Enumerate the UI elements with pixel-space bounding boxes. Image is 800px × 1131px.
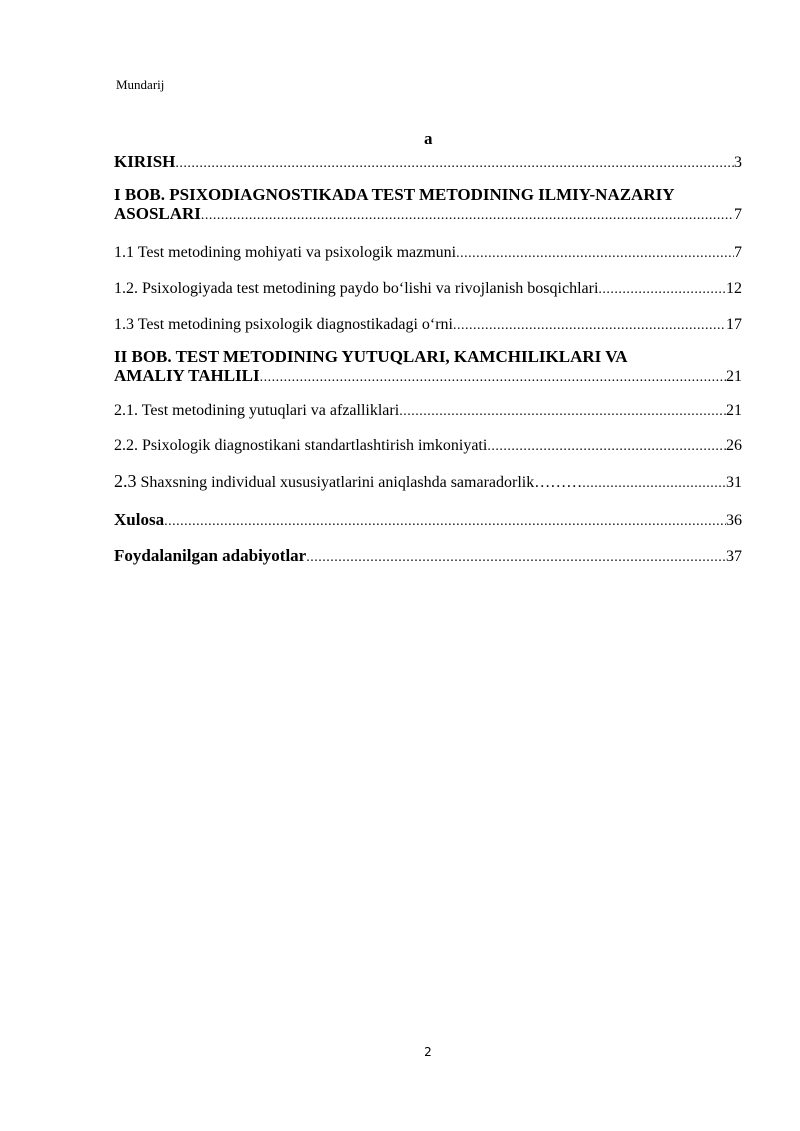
toc-leader-dots — [598, 280, 726, 299]
toc-leader-dots — [456, 244, 734, 263]
toc-entry-xulosa[interactable] — [114, 510, 742, 531]
toc-entry-references[interactable] — [114, 546, 742, 567]
toc-entry-page: 31 — [726, 474, 742, 491]
toc-leader-dots — [175, 154, 734, 173]
toc-leader-dots — [306, 548, 726, 567]
toc-leader-dots — [453, 316, 726, 335]
table-of-contents — [114, 152, 742, 567]
toc-entry-1-2[interactable] — [114, 279, 742, 299]
page-number: 2 — [424, 1045, 432, 1059]
document-header: Mundarij — [116, 77, 165, 92]
toc-chapter-title-cont: AMALIY TAHLILI — [114, 366, 260, 385]
toc-entry-page: 17 — [726, 316, 742, 333]
toc-entry-2-2[interactable] — [114, 436, 742, 456]
toc-entry-title — [114, 472, 582, 492]
toc-entry-chapter-2[interactable] — [114, 347, 742, 387]
toc-entry-page: 37 — [726, 548, 742, 565]
toc-leader-dots — [399, 402, 726, 421]
toc-entry-title: 1.1 Test metodining mohiyati va psixologik mazmuni — [114, 244, 457, 261]
toc-chapter-title: I BOB. PSIXODIAGNOSTIKADA TEST METODINING ILMIY-NAZARIY — [114, 185, 675, 204]
toc-chapter-title: II BOB. TEST METODINING YUTUQLARI, KAMCHILIKLARI VA — [114, 347, 628, 366]
toc-entry-title: Foydalanilgan adabiyotlar — [114, 546, 307, 565]
toc-entry-1-3[interactable] — [114, 315, 742, 335]
toc-leader-dots — [582, 474, 726, 493]
toc-entry-page: 21 — [726, 368, 742, 385]
toc-entry-page: 7 — [734, 206, 742, 223]
toc-heading-mark: a — [424, 129, 433, 148]
toc-entry-page: 21 — [726, 402, 742, 419]
toc-leader-dots — [201, 206, 734, 225]
toc-leader-dots — [487, 437, 726, 456]
toc-chapter-title-cont: ASOSLARI — [114, 204, 201, 223]
toc-entry-title: Xulosa — [114, 510, 165, 529]
toc-entry-page: 3 — [734, 154, 742, 171]
toc-entry-title: 1.3 Test metodining psixologik diagnostikadagi o‘rni — [114, 316, 453, 333]
toc-entry-1-1[interactable] — [114, 243, 742, 263]
toc-entry-2-1[interactable] — [114, 401, 742, 421]
toc-entry-page: 7 — [734, 244, 742, 261]
toc-entry-kirish[interactable] — [114, 152, 742, 173]
toc-entry-page: 26 — [726, 437, 742, 454]
toc-entry-title: 1.2. Psixologiyada test metodining paydo bo‘lishi va rivojlanish bosqichlari — [114, 280, 599, 297]
toc-leader-dots — [260, 368, 726, 387]
toc-leader-dots — [164, 512, 726, 531]
toc-entry-2-3[interactable] — [114, 472, 742, 493]
toc-entry-title: 2.1. Test metodining yutuqlari va afzalliklari — [114, 402, 400, 419]
toc-entry-page: 12 — [726, 280, 742, 297]
toc-entry-title: KIRISH — [114, 152, 176, 171]
toc-entry-title: 2.2. Psixologik diagnostikani standartlashtirish imkoniyati — [114, 437, 488, 454]
toc-entry-title-text: Shaxsning individual xususiyatlarini aniqlashda samaradorlik……… — [136, 474, 583, 491]
toc-entry-chapter-1[interactable] — [114, 185, 742, 225]
toc-entry-number: 2.3 — [114, 471, 137, 491]
toc-entry-page: 36 — [726, 512, 742, 529]
